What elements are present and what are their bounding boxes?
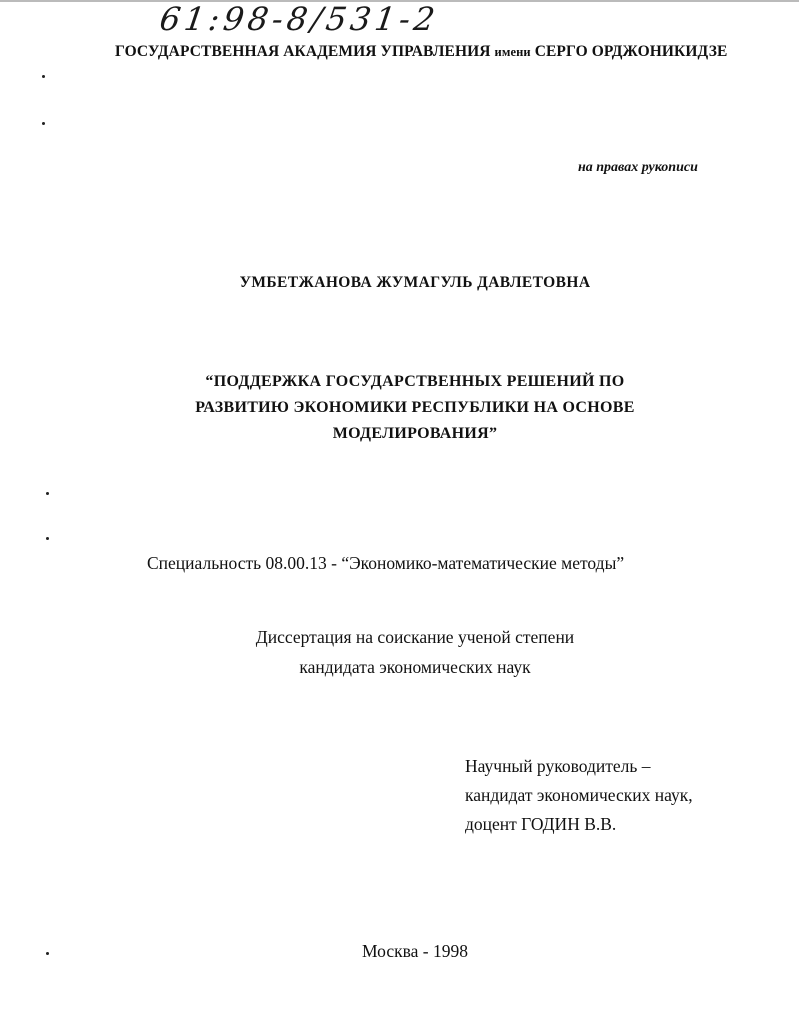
dissertation-line-1: Диссертация на соискание ученой степени: [255, 627, 575, 647]
supervisor-line-2: кандидат экономических наук,: [465, 785, 693, 805]
handwritten-archive-number: 61:98-8/531-2: [157, 0, 442, 38]
institution-part3: СЕРГО ОРДЖОНИКИДЗЕ: [534, 43, 728, 60]
institution-part2: имени: [494, 45, 531, 59]
title-line-1: “ПОДДЕРЖКА ГОСУДАРСТВЕННЫХ РЕШЕНИЙ ПО: [205, 373, 625, 390]
institution-part1: ГОСУДАРСТВЕННАЯ АКАДЕМИЯ УПРАВЛЕНИЯ: [115, 43, 491, 60]
supervisor-line-1: Научный руководитель –: [465, 756, 651, 776]
institution-header: [115, 43, 727, 61]
title-line-2: РАЗВИТИЮ ЭКОНОМИКИ РЕСПУБЛИКИ НА ОСНОВЕ: [195, 399, 635, 416]
title-line-3: МОДЕЛИРОВАНИЯ”: [332, 425, 498, 442]
dissertation-line-2: кандидата экономических наук: [299, 657, 531, 677]
supervisor-line-3: доцент ГОДИН В.В.: [465, 814, 617, 834]
specialty: Специальность 08.00.13 - “Экономико-математические методы”: [147, 553, 625, 573]
scan-speck: [42, 75, 45, 78]
author-name: УМБЕТЖАНОВА ЖУМАГУЛЬ ДАВЛЕТОВНА: [239, 274, 591, 291]
scan-speck: [42, 122, 45, 125]
rights-note: на правах рукописи: [578, 160, 698, 175]
scan-speck: [46, 492, 49, 495]
city-year: Москва - 1998: [362, 941, 468, 961]
scan-speck: [46, 537, 49, 540]
scan-speck: [46, 952, 49, 955]
